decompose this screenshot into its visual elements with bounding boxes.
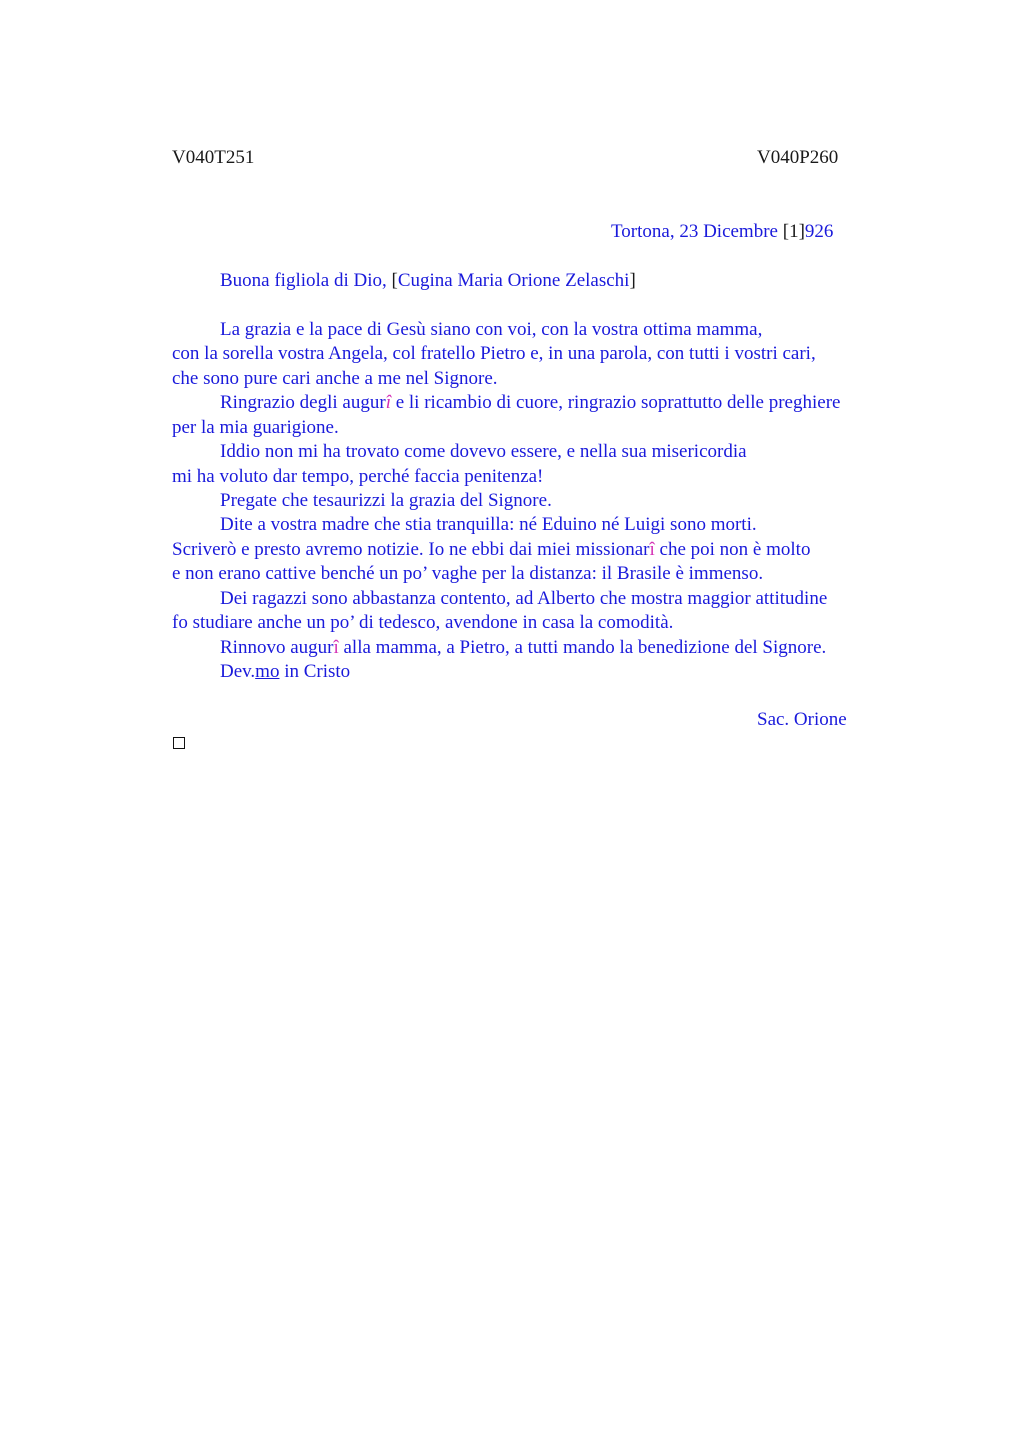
body-line: La grazia e la pace di Gesù siano con voi, con la vostra ottima mamma, <box>220 319 763 340</box>
date-year-rest: 926 <box>804 221 834 242</box>
body-line: fo studiare anche un po’ di tedesco, avendone in casa la comodità. <box>172 612 674 633</box>
closing-line <box>220 660 350 684</box>
closing-text: Dev. <box>220 661 256 682</box>
salutation-recipient: Cugina Maria Orione Zelaschi <box>397 270 630 291</box>
salutation-text: Buona figliola di Dio, <box>220 270 392 291</box>
body-text: Ringrazio degli augur <box>220 392 386 413</box>
accent-char: î <box>649 539 655 560</box>
salutation-line <box>220 269 636 293</box>
date-bracket-number: 1 <box>789 221 799 242</box>
body-text: che poi non è molto <box>654 539 811 560</box>
body-text: alla mamma, a Pietro, a tutti mando la benedizione del Signore. <box>338 637 827 658</box>
date-bracket-open: [ <box>782 221 790 242</box>
body-text: Rinnovo augur <box>220 637 334 658</box>
body-line: mi ha voluto dar tempo, perché faccia penitenza! <box>172 466 544 487</box>
body-line: che sono pure cari anche a me nel Signore. <box>172 368 498 389</box>
closing-superscript: mo <box>255 661 280 682</box>
body-text: e li ricambio di cuore, ringrazio soprattutto delle preghiere <box>390 392 841 413</box>
body-line: con la sorella vostra Angela, col fratello Pietro e, in una parola, con tutti i vostri cari, <box>172 343 816 364</box>
salutation-bracket-open: [ <box>391 270 398 291</box>
body-line: Dite a vostra madre che stia tranquilla: né Eduino né Luigi sono morti. <box>220 514 757 535</box>
checkbox-square-icon <box>173 737 185 749</box>
body-line: e non erano cattive benché un po’ vaghe per la distanza: il Brasile è immenso. <box>172 563 764 584</box>
body-line <box>172 538 810 562</box>
date-bracket-close: ] <box>798 221 805 242</box>
closing-text: in Cristo <box>279 661 351 682</box>
accent-char: î <box>385 392 391 413</box>
body-line: Dei ragazzi sono abbastanza contento, ad Alberto che mostra maggior attitudine <box>220 588 828 609</box>
date-line <box>611 220 833 244</box>
date-text: Tortona, 23 Dicembre <box>611 221 783 242</box>
body-line: per la mia guarigione. <box>172 417 339 438</box>
body-line: Iddio non mi ha trovato come dovevo essere, e nella sua misericordia <box>220 441 747 462</box>
signature: Sac. Orione <box>757 709 847 730</box>
salutation-bracket-close: ] <box>629 270 636 291</box>
body-line: Pregate che tesaurizzi la grazia del Signore. <box>220 490 552 511</box>
document-code-right: V040P260 <box>757 147 839 168</box>
document-code-left: V040T251 <box>172 147 255 168</box>
body-line <box>220 636 826 660</box>
accent-char: î <box>333 637 339 658</box>
body-line <box>220 391 840 415</box>
body-text: Scriverò e presto avremo notizie. Io ne ebbi dai miei missionar <box>172 539 650 560</box>
